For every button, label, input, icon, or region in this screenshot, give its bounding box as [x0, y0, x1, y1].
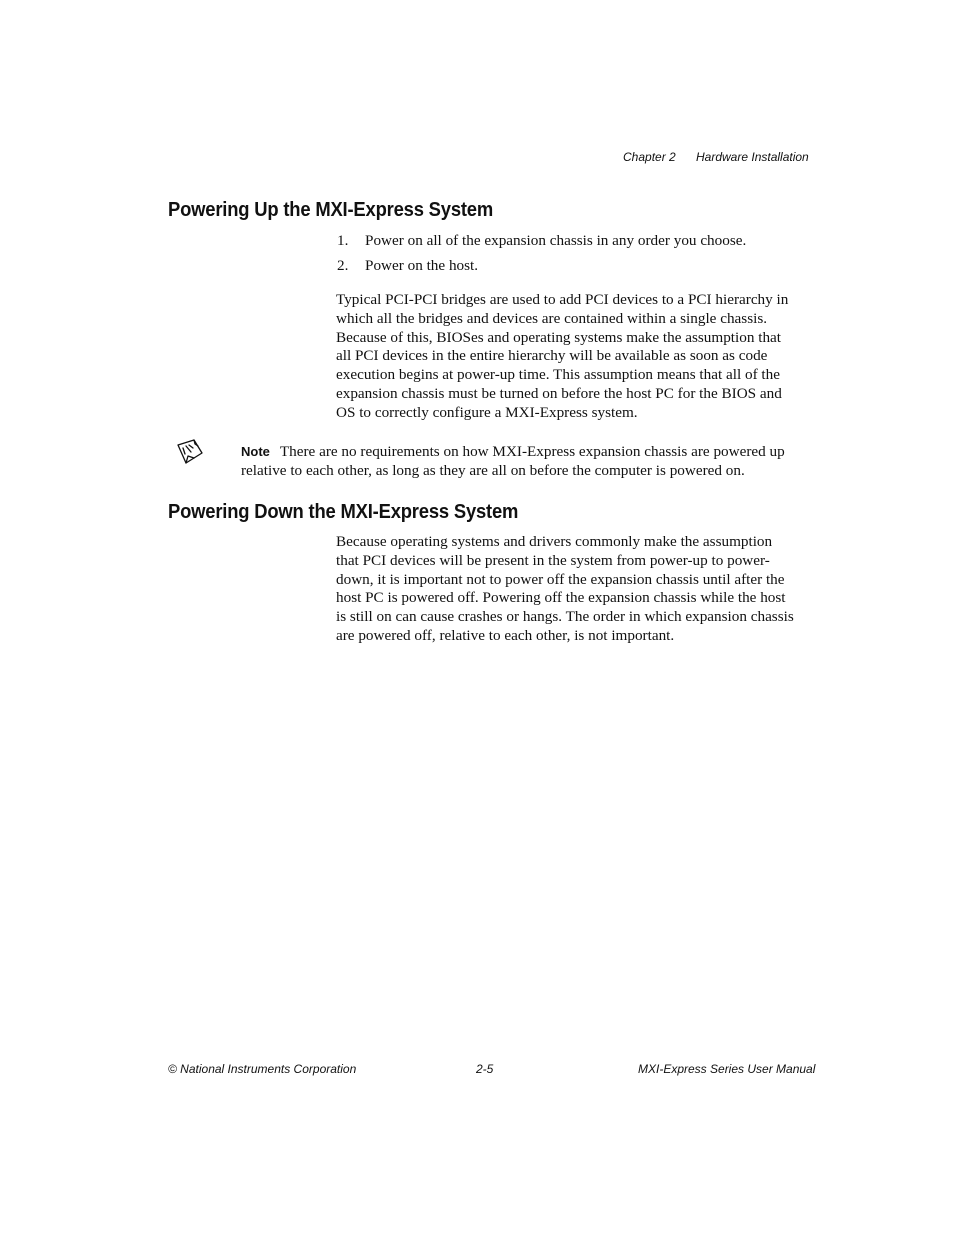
- footer-manual-title: MXI-Express Series User Manual: [638, 1062, 816, 1076]
- note-block: [241, 443, 801, 481]
- step-number-1: 1.: [337, 232, 349, 249]
- powering-up-paragraph: Typical PCI-PCI bridges are used to add PCI devices to a PCI hierarchy in which all the bridges and devices are contained within a single chassis. Because of this, BIOSes and operating systems make the assumption that all PCI devices in the entire hierarchy will be available as soon as code execution begins at power-up time. This assumption means that all of the expansion chassis must be turned on before the host PC for the BIOS and OS to correctly configure a MXI-Express system.: [336, 291, 789, 421]
- step-text-1: Power on all of the expansion chassis in any order you choose.: [365, 232, 747, 249]
- step-number-2: 2.: [337, 257, 349, 274]
- note-icon: [174, 437, 206, 467]
- footer-copyright: © National Instruments Corporation: [168, 1062, 357, 1076]
- section-heading-powering-up: Powering Up the MXI-Express System: [168, 199, 494, 221]
- step-text-2: Power on the host.: [365, 257, 479, 274]
- header-title: Hardware Installation: [696, 150, 809, 164]
- note-text: There are no requirements on how MXI-Express expansion chassis are powered up relative to each other, as long as they are all on before the computer is powered on.: [241, 443, 785, 479]
- note-label: Note: [241, 444, 270, 459]
- section-heading-powering-down: Powering Down the MXI-Express System: [168, 501, 519, 523]
- footer-page-number: 2-5: [476, 1062, 494, 1076]
- powering-down-paragraph: Because operating systems and drivers commonly make the assumption that PCI devices will be present in the system from power-up to power-down, it is important not to power off the expansion chassis until after the host PC is powered off. Powering off the expansion chassis while the host is still on can cause crashes or hangs. The order in which expansion chassis are powered off, relative to each other, is not important.: [336, 533, 794, 644]
- header-chapter: Chapter 2: [623, 150, 676, 164]
